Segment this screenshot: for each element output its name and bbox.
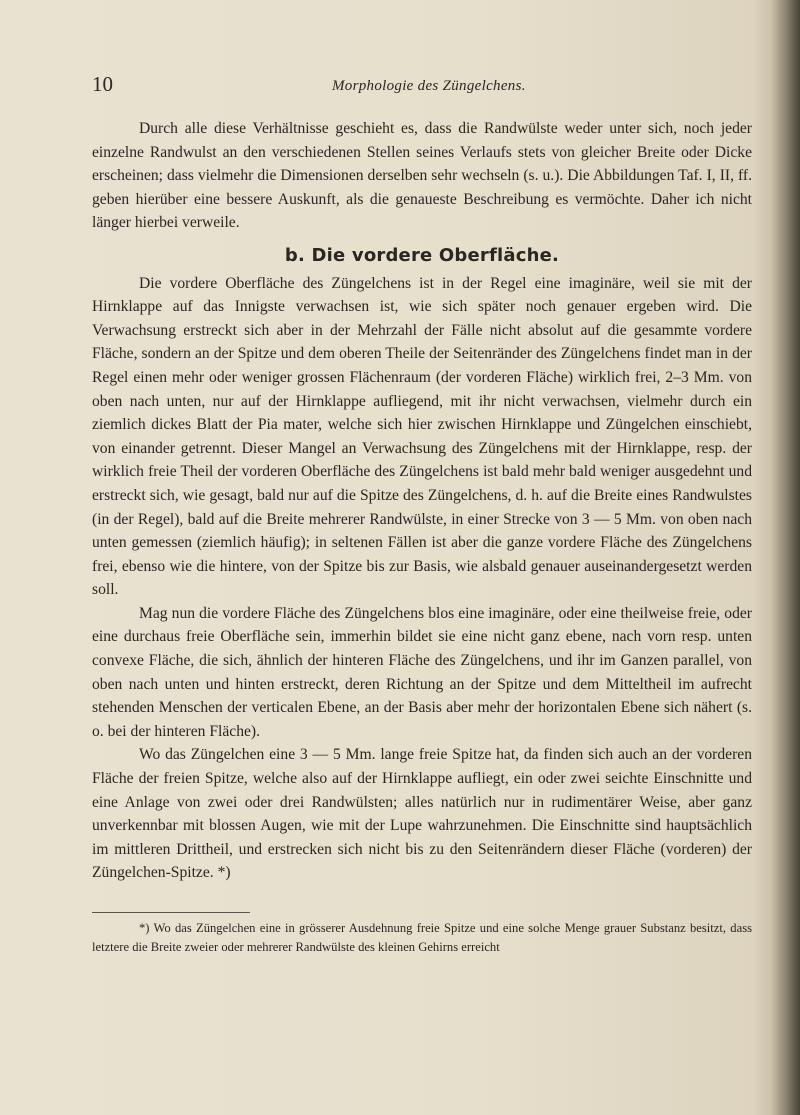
paragraph: Wo das Züngelchen eine 3 — 5 Mm. lange freie Spitze hat, da finden sich auch an der vorderen Fläche der freien Spitze, welche also auf der Hirnklappe aufliegt, ein oder zwei seichte Einschnitte und eine Anlage von zwei oder drei Randwülsten; alles natürlich nur in rudimentärer Weise, aber ganz unverkennbar mit blossen Augen, wie mit der Lupe wahrzunehmen. Die Einschnitte sind hauptsächlich im mittleren Drittheil, und erstrecken sich nicht bis zu den Seitenrändern dieser Fläche (vorderen) der Züngelchen-Spitze. *) (92, 746, 752, 882)
footnote (92, 919, 752, 956)
footnote-rule (92, 912, 250, 913)
page-header (92, 72, 752, 102)
footnote-text: *) Wo das Züngelchen eine in grösserer Ausdehnung freie Spitze und eine solche Menge grauer Substanz besitzt, dass letztere die Breite zweier oder mehrerer Randwülste des kleinen Gehirns erreicht (92, 921, 752, 954)
running-head: Morphologie des Züngelchens. (332, 78, 526, 94)
paragraph: Durch alle diese Verhältnisse geschieht es, dass die Randwülste weder unter sich, noch jeder einzelne Randwulst an den verschiedenen Stellen seines Verlaufs stets von gleicher Breite oder Dicke erscheinen; dass vielmehr die Dimensionen derselben sehr wechseln (s. u.). Die Abbildungen Taf. I, II, ff. geben hierüber eine bessere Auskunft, als die genaueste Beschreibung es vermöchte. Daher ich nicht länger hierbei verweile. (92, 120, 752, 232)
page-number: 10 (92, 72, 113, 96)
section-heading: b. Die vordere Oberfläche. (284, 244, 560, 266)
paragraph: Mag nun die vordere Fläche des Züngelchens blos eine imaginäre, oder eine theilweise freie, oder eine durchaus freie Oberfläche sein, immerhin bildet sie eine nicht ganz ebene, nach vorn resp. unten convexe Fläche, die sich, ähnlich der hinteren Fläche des Züngelchens, und ihr im Ganzen parallel, von oben nach unten und hinten erstreckt, deren Richtung an der Spitze und dem Mitteltheil im aufrecht stehenden Menschen der verticalen Ebene, an der Basis aber mehr der horizontalen Ebene sich nähert (s. o. bei der hinteren Fläche). (92, 604, 752, 740)
page-edge-shadow (770, 0, 800, 1115)
body-text (92, 117, 752, 885)
paragraph: Die vordere Oberfläche des Züngelchens ist in der Regel eine imaginäre, weil sie mit der Hirnklappe auf das Innigste verwachsen ist, wie sich später noch genauer ergeben wird. Die Verwachsung erstreckt sich aber in der Mehrzahl der Fälle nicht absolut auf die gesammte vordere Fläche, sondern an der Spitze und dem oberen Theile der Seitenränder des Züngelchens findet man in der Regel einen mehr oder weniger grossen Flächenraum (der vorderen Fläche) wirklich frei, 2–3 Mm. von oben nach unten, nur auf der Hirnklappe aufliegend, mit ihr nicht verwachsen, vielmehr durch ein ziemlich dickes Blatt der Pia mater, welche sich hier zwischen Hirnklappe und Züngelchen einschiebt, von einander getrennt. Dieser Mangel an Verwachsung des Züngelchens mit der Hirnklappe, resp. der wirklich freie Theil der vorderen Oberfläche des Züngelchens ist bald mehr bald weniger ausgedehnt und erstreckt sich, wie gesagt, bald nur auf die Spitze des Züngelchens, d. h. auf die Breite eines Randwulstes (in der Regel), bald auf die Breite mehrerer Randwülste, in einer Strecke von 3 — 5 Mm. von oben nach unten gemessen (ziemlich häufig); in seltenen Fällen ist aber die ganze vordere Fläche des Züngelchens frei, ebenso wie die hintere, von der Spitze bis zur Basis, wie alsbald genauer auseinandergesetzt werden soll. (92, 274, 752, 599)
